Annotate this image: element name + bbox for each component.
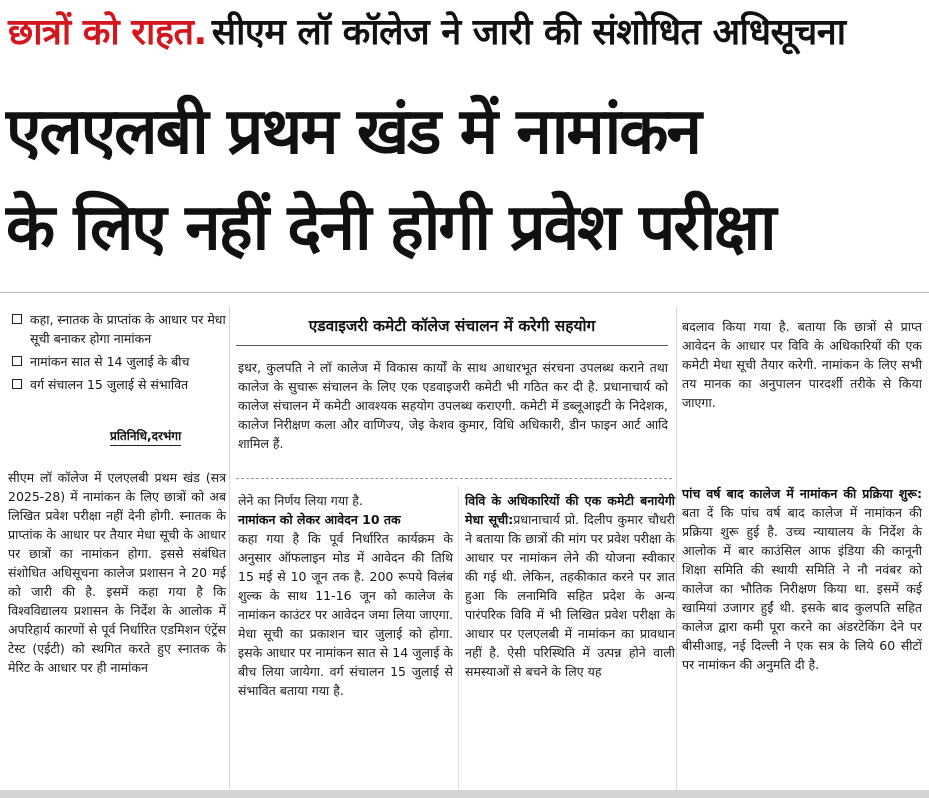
dashed-divider — [236, 478, 672, 479]
bullet-item: नामांकन सात से 14 जुलाई के बीच — [12, 352, 227, 371]
headline-line-2: के लिए नहीं देनी होगी प्रवेश परीक्षा — [6, 191, 775, 265]
advisory-heading: एडवाइजरी कमेटी कॉलेज संचालन में करेगी सहयोग — [308, 317, 596, 335]
headline-line-1: एलएलबी प्रथम खंड में नामांकन — [6, 95, 700, 169]
kicker-line — [8, 6, 923, 64]
bullet-item: वर्ग संचालन 15 जुलाई से संभावित — [12, 375, 227, 394]
byline: प्रतिनिधि,दरभंगा — [110, 427, 181, 446]
section-subhead: पांच वर्ष बाद कालेज में नामांकन की प्रक्रिया शुरू: — [682, 486, 922, 501]
column-divider — [676, 306, 677, 791]
article-body-right-top: बदलाव किया गया है. बताया कि छात्रों से प्राप्त आवेदन के आधार पर विवि के अधिकारियों की एक कमेटी मेधा सूची तैयार करेगी. नामांकन के लिए सभी तय मानक का अनुपालन पारदर्शी तरीके से किया जाएगा. — [682, 319, 922, 410]
divider — [236, 345, 668, 346]
summary-bullets — [12, 310, 227, 398]
article-body-mid-1: लेने का निर्णय लिया गया है. नामांकन को लेकर आवेदन 10 तक कहा गया है कि पूर्व निर्धारित कार्यक्रम के अनुसार ऑफलाइन मोड में आवेदन की तिथि 15 मई से 10 जून तक है. 200 रूपये विलंब शुल्क के साथ 11-16 जून को कालेज के नामांकन काउंटर पर आवेदन जमा लिया जाएगा. मेधा सूची का प्रकाशन चार जुलाई को होगा. इसके आधार पर नामांकन सात से 14 जुलाई के बीच लिया जायेगा. वर्ग संचालन 15 जुलाई से संभावित बताया गया है. — [238, 493, 453, 698]
column-divider — [458, 486, 459, 791]
kicker-black: सीएम लॉ कॉलेज ने जारी की संशोधित अधिसूचना — [211, 12, 846, 53]
checkbox-bullet-icon — [12, 379, 22, 389]
article-body-right-bottom: पांच वर्ष बाद कालेज में नामांकन की प्रक्रिया शुरू: बता दें कि पांच वर्ष बाद कालेज में नामांकन की प्रक्रिया शुरू हुई है. उच्च न्यायालय के निर्देश के आलोक में बार काउंसिल आफ इंडिया की कानूनी शिक्षा समिति की स्थायी समिति ने नौ नवंबर को कालेज का भौतिक निरीक्षण किया था. इसमें कई खामियां उजागर हुईं थी. इसके बाद कुलपति सहित कालेज द्वारा कमी पूरा करने का अंडरटेकिंग देने पर बीसीआइ, नई दिल्ली ने एक सत्र के लिये 60 सीटों पर नामांकन की अनुमति दी है. — [682, 486, 922, 672]
kicker-red: छात्रों को राहत. — [8, 12, 207, 53]
section-subhead: विवि के अधिकारियों की एक कमेटी बनायेगी मेधा सूची: — [465, 493, 675, 527]
section-subhead: नामांकन को लेकर आवेदन 10 तक — [238, 512, 401, 527]
bullet-item: कहा, स्नातक के प्राप्तांक के आधार पर मेधा सूची बनाकर होगा नामांकन — [12, 310, 227, 348]
article-body-mid-2: विवि के अधिकारियों की एक कमेटी बनायेगी मेधा सूची:प्रधानाचार्य प्रो. दिलीप कुमार चौधरी ने बताया कि छात्रों की मांग पर प्रवेश परीक्षा के आधार पर नामांकन लेने की योजना स्वीकार की गई थी. लेकिन, तहकीकात करने पर ज्ञात हुआ कि लनामिवि सहित प्रदेश के अन्य पारंपरिक विवि में भी लिखित प्रवेश परीक्षा के आधार पर एलएलबी में नामांकन का प्रावधान नहीं है. ऐसी परिस्थिति में उत्पन्न होने वाली समस्याओं से बचने के लिए यह — [465, 493, 675, 679]
divider — [0, 292, 929, 293]
page-edge-shadow — [0, 790, 929, 798]
checkbox-bullet-icon — [12, 356, 22, 366]
article-body-left: सीएम लॉ कॉलेज में एलएलबी प्रथम खंड (सत्र 2025-28) में नामांकन के लिए छात्रों को अब लिखित प्रवेश परीक्षा नहीं देनी होगी. स्नातक के प्राप्तांक के आधार पर तैयार मेधा सूची के आधार पर छात्रों का नामांकन होगा. इससे संबंधित संशोधित अधिसूचना कालेज प्रशासन ने 20 मई को जारी की है. इसमें कहा गया है कि विश्वविद्यालय प्रशासन के निर्देश के आलोक में अपरिहार्य कारणों से पूर्व निर्धारित एडमिशन एंट्रेंस टेस्ट (एईटी) को स्थगित करते हुए स्नातक के मेरिट के आधार पर ही नामांकन — [8, 470, 226, 675]
checkbox-bullet-icon — [12, 314, 22, 324]
column-divider — [229, 306, 230, 791]
advisory-body: इधर, कुलपति ने लॉ कालेज में विकास कार्यों के साथ आधारभूत संरचना उपलब्ध कराने तथा कालेज के सुचारू संचालन के लिए एक एडवाइजरी कमेटी भी गठित कर दी है. प्रधानाचार्य को कालेज संचालन में कमेटी आवश्यक सहयोग उपलब्ध कराएगी. कमेटी में डब्लूआइटी के निदेशक, कालेज निरीक्षण कला और वाणिज्य, जेइ केशव कुमार, विधि अधिकारी, डीन फाइन आर्ट आदि शामिल हैं. — [238, 360, 668, 451]
